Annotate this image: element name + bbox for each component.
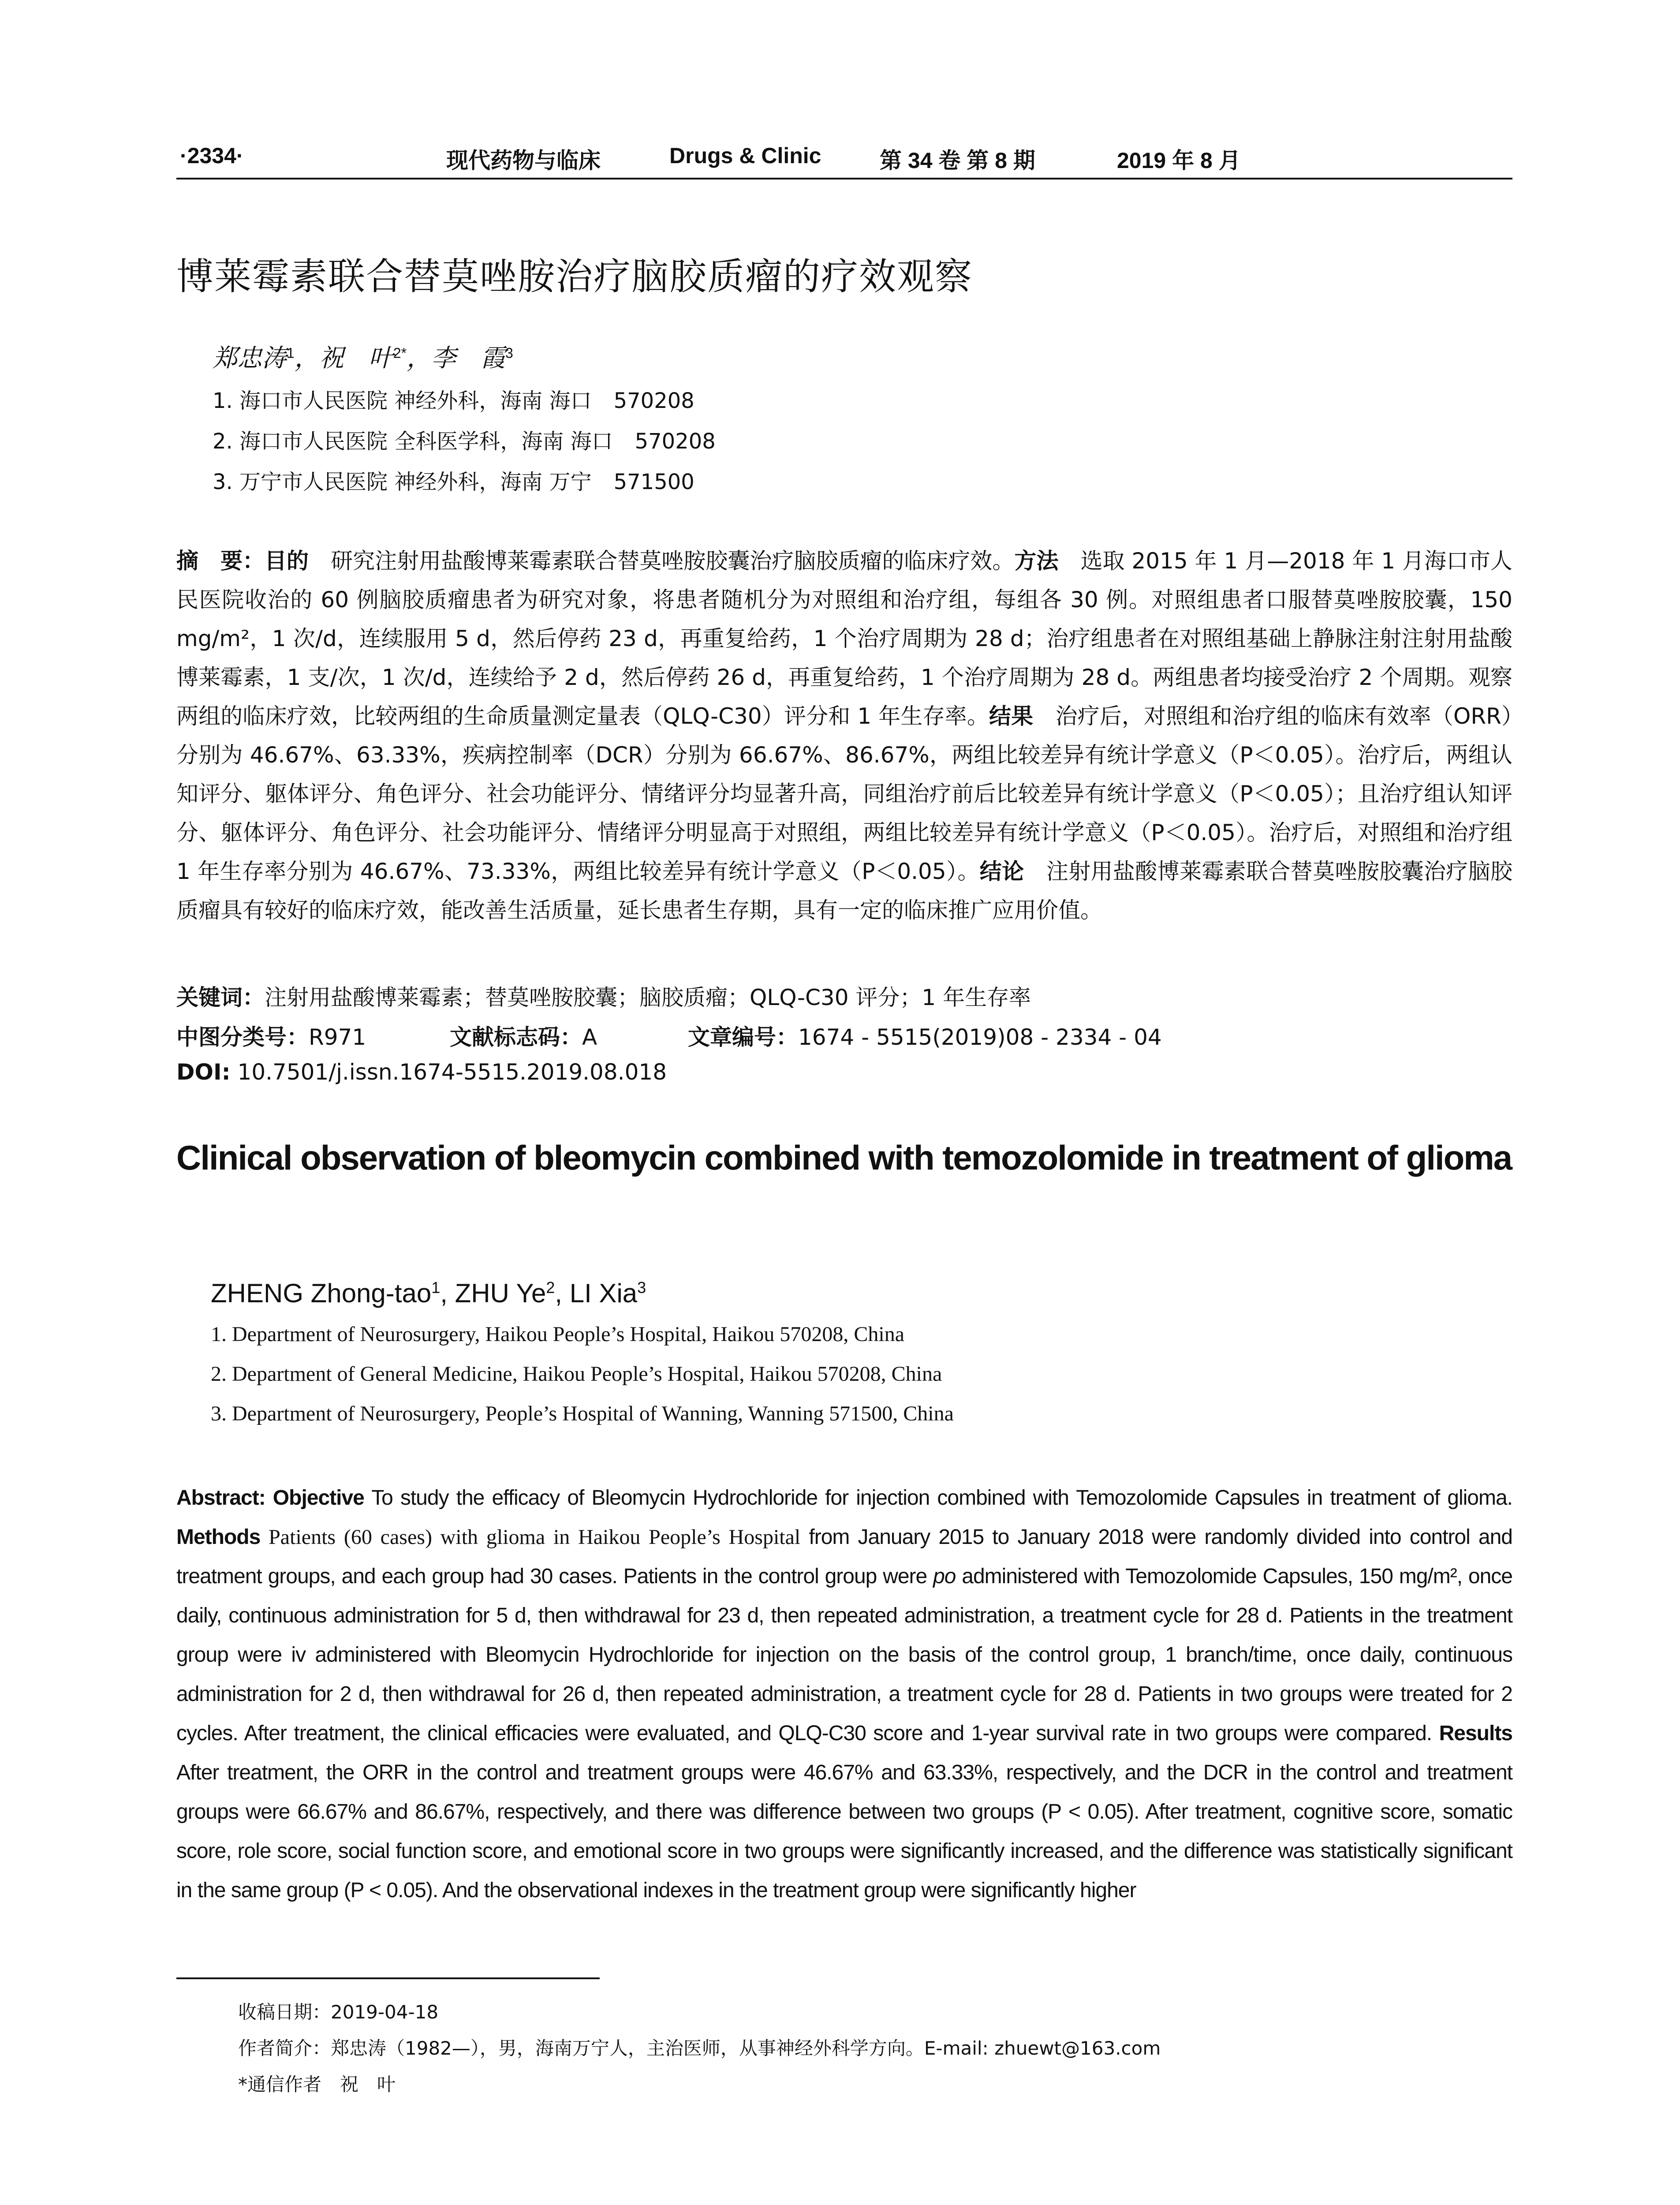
article-no-value: 1674 - 5515(2019)08 - 2334 - 04 — [798, 1024, 1162, 1050]
volume-issue: 第 34 卷 第 8 期 — [880, 148, 1035, 173]
author-list-en: ZHENG Zhong-tao$^1$, ZHU Ye$^2$, LI Xia$^3$ — [211, 1278, 646, 1308]
page-number: ·2334· — [180, 143, 244, 168]
classification-line — [176, 1020, 1162, 1051]
author-name: LI Xia — [569, 1278, 638, 1308]
clc-label: 中图分类号： — [176, 1024, 309, 1050]
affiliation-cn — [213, 465, 694, 495]
author-sup: 1 — [431, 1278, 441, 1297]
doi-value: 10.7501/j.issn.1674-5515.2019.08.018 — [237, 1059, 667, 1085]
affiliation-cn — [213, 424, 716, 455]
conclusion-text: 注射用盐酸博莱霉素联合替莫唑胺胶囊治疗脑胶质瘤具有较好的临床疗效，能改善生活质量，延长患者生存期，具有一定的临床推广应用价值。 — [176, 859, 1512, 923]
results-text: 治疗后，对照组和治疗组的临床有效率（ORR）分别为 46.67%、63.33%，疾病控制率（DCR）分别为 66.67%、86.67%，两组比较差异有统计学意义（P＜0.05）。治疗后，两组认知评分、躯体评分、角色评分、社会功能评分、情绪评分均显著升高，同组治疗前后比较差异有统计学意义（P＜0.05）；且治疗组认知评分、躯体评分、角色评分、社会功能评分、情绪评分明显高于对照组，两组比较差异有统计学意义（P＜0.05）。治疗后，对照组和治疗组 1 年生存率分别为 46.67%、73.33%，两组比较差异有统计学意义（P＜0.05）。 — [176, 703, 1512, 884]
journal-name-cn: 现代药物与临床 — [446, 147, 601, 173]
methods-text-serif: Patients (60 cases) with glioma in Haikou People’s Hospital — [260, 1525, 801, 1549]
author-name: ZHENG Zhong-tao — [211, 1278, 432, 1308]
author-sup: 2 — [546, 1278, 555, 1297]
affiliation-text: 2. 海口市人民医院 全科医学科，海南 海口 — [213, 429, 613, 454]
article-title-en: Clinical observation of bleomycin combined with temozolomide in treatment of glioma — [176, 1138, 1512, 1177]
author-name: 郑忠涛 — [213, 344, 287, 373]
article-no-label: 文章编号： — [688, 1024, 798, 1050]
abstract-label: 摘 要： — [176, 548, 265, 574]
conclusion-label: 结论 — [979, 859, 1024, 884]
doi-label: DOI: — [176, 1059, 231, 1085]
objective-label: Objective — [273, 1486, 364, 1510]
methods-label: 方法 — [1014, 548, 1059, 574]
footnote-received: 收稿日期：2019-04-18 — [238, 2001, 439, 2023]
methods-label: Methods — [176, 1525, 261, 1549]
keywords-label: 关键词： — [176, 985, 265, 1010]
abstract-label: Abstract: — [176, 1486, 265, 1510]
abstract-en — [176, 1478, 1512, 1910]
results-label: Results — [1439, 1722, 1512, 1745]
abstract-cn — [176, 542, 1512, 930]
author-sup: 1 — [287, 345, 295, 361]
methods-text: from January 2015 to January 2018 were randomly divided into control and treatment groups, and each group had 30 cases. Patients in the control group were — [176, 1525, 1512, 1588]
footnote-author-bio: 作者简介：郑忠涛（1982—），男，海南万宁人，主治医师，从事神经外科学方向。E-mail: zhuewt@163.com — [238, 2037, 1161, 2059]
header-rule — [176, 178, 1512, 179]
affiliation-cn — [213, 384, 694, 414]
affiliation-en: 1. Department of Neurosurgery, Haikou People’s Hospital, Haikou 570208, China — [211, 1323, 905, 1346]
author-name: 祝 叶 — [319, 344, 393, 373]
author-name: 李 霞 — [431, 344, 506, 373]
postal-code: 570208 — [635, 429, 716, 454]
affiliation-en: 3. Department of Neurosurgery, People’s Hospital of Wanning, Wanning 571500, China — [211, 1402, 954, 1425]
doi-line — [176, 1059, 667, 1085]
doc-code-label: 文献标志码： — [450, 1024, 582, 1050]
methods-text-2: administered with Temozolomide Capsules, 150 mg/m², once daily, continuous administration for 5 d, then withdrawal for 23 d, then repeated administration, a treatment cycle for 28 d. Patients in the treatment group were iv administered with Bleomycin Hydrochloride for injection on the basis of the control group, 1 branch/time, once daily, continuous administration for 2 d, then withdrawal for 26 d, then repeated administration, a treatment cycle for 28 d. Patients in two groups were treated for 2 cycles. After treatment, the clinical efficacies were evaluated, and QLQ-C30 score and 1-year survival rate in two groups were compared. — [176, 1565, 1512, 1745]
keywords-text: 注射用盐酸博莱霉素；替莫唑胺胶囊；脑胶质瘤；QLQ-C30 评分；1 年生存率 — [265, 985, 1031, 1010]
author-name: ZHU Ye — [455, 1278, 546, 1308]
affiliation-en: 2. Department of General Medicine, Haikou People’s Hospital, Haikou 570208, China — [211, 1362, 942, 1386]
methods-text: 选取 2015 年 1 月—2018 年 1 月海口市人民医院收治的 60 例脑胶质瘤患者为研究对象，将患者随机分为对照组和治疗组，每组各 30 例。对照组患者口服替莫唑胺胶囊，150 mg/m²，1 次/d，连续服用 5 d，然后停药 23 d，再重复给药，1 个治疗周期为 28 d；治疗组患者在对照组基础上静脉注射注射用盐酸博莱霉素，1 支/次，1 次/d，连续给予 2 d，然后停药 26 d，再重复给药，1 个治疗周期为 28 d。两组患者均接受治疗 2 个周期。观察两组的临床疗效，比较两组的生命质量测定量表（QLQ-C30）评分和 1 年生存率。 — [176, 548, 1513, 729]
results-label: 结果 — [989, 703, 1034, 729]
postal-code: 571500 — [613, 470, 694, 494]
objective-text: 研究注射用盐酸博莱霉素联合替莫唑胺胶囊治疗脑胶质瘤的临床疗效。 — [309, 548, 1015, 574]
affiliation-text: 1. 海口市人民医院 神经外科，海南 海口 — [213, 389, 592, 413]
article-title-cn: 博莱霉素联合替莫唑胺治疗脑胶质瘤的疗效观察 — [176, 255, 973, 298]
postal-code: 570208 — [613, 389, 694, 413]
author-sup: 3 — [637, 1278, 646, 1297]
author-list-cn: 郑忠涛$^1$，祝 叶$^{2*}$，李 霞$^3$ — [213, 344, 513, 373]
objective-label: 目的 — [265, 548, 309, 574]
author-sup: 3 — [505, 345, 513, 361]
po-term: po — [933, 1565, 956, 1588]
keywords-line — [176, 980, 1031, 1012]
author-sup: 2* — [393, 345, 407, 361]
objective-text: To study the efficacy of Bleomycin Hydrochloride for injection combined with Temozolomide Capsules in treatment of glioma. — [364, 1486, 1512, 1510]
issue-date: 2019 年 8 月 — [1117, 148, 1241, 173]
clc-value: R971 — [309, 1024, 366, 1050]
affiliation-text: 3. 万宁市人民医院 神经外科，海南 万宁 — [213, 470, 592, 494]
doc-code-value: A — [582, 1024, 597, 1050]
footnote-rule — [176, 1977, 600, 1979]
journal-name-en: Drugs & Clinic — [669, 143, 821, 168]
running-header — [176, 140, 1512, 176]
footnote-corresponding: *通信作者 祝 叶 — [238, 2074, 396, 2095]
results-text: After treatment, the ORR in the control and treatment groups were 46.67% and 63.33%, respectively, and the DCR in the control and treatment groups were 66.67% and 86.67%, respectively, and there was difference between two groups (P < 0.05). After treatment, cognitive score, somatic score, role score, social function score, and emotional score in two groups were significantly increased, and the difference was statistically significant in the same group (P < 0.05). And the observational indexes in the treatment group were significantly higher — [176, 1761, 1512, 1902]
